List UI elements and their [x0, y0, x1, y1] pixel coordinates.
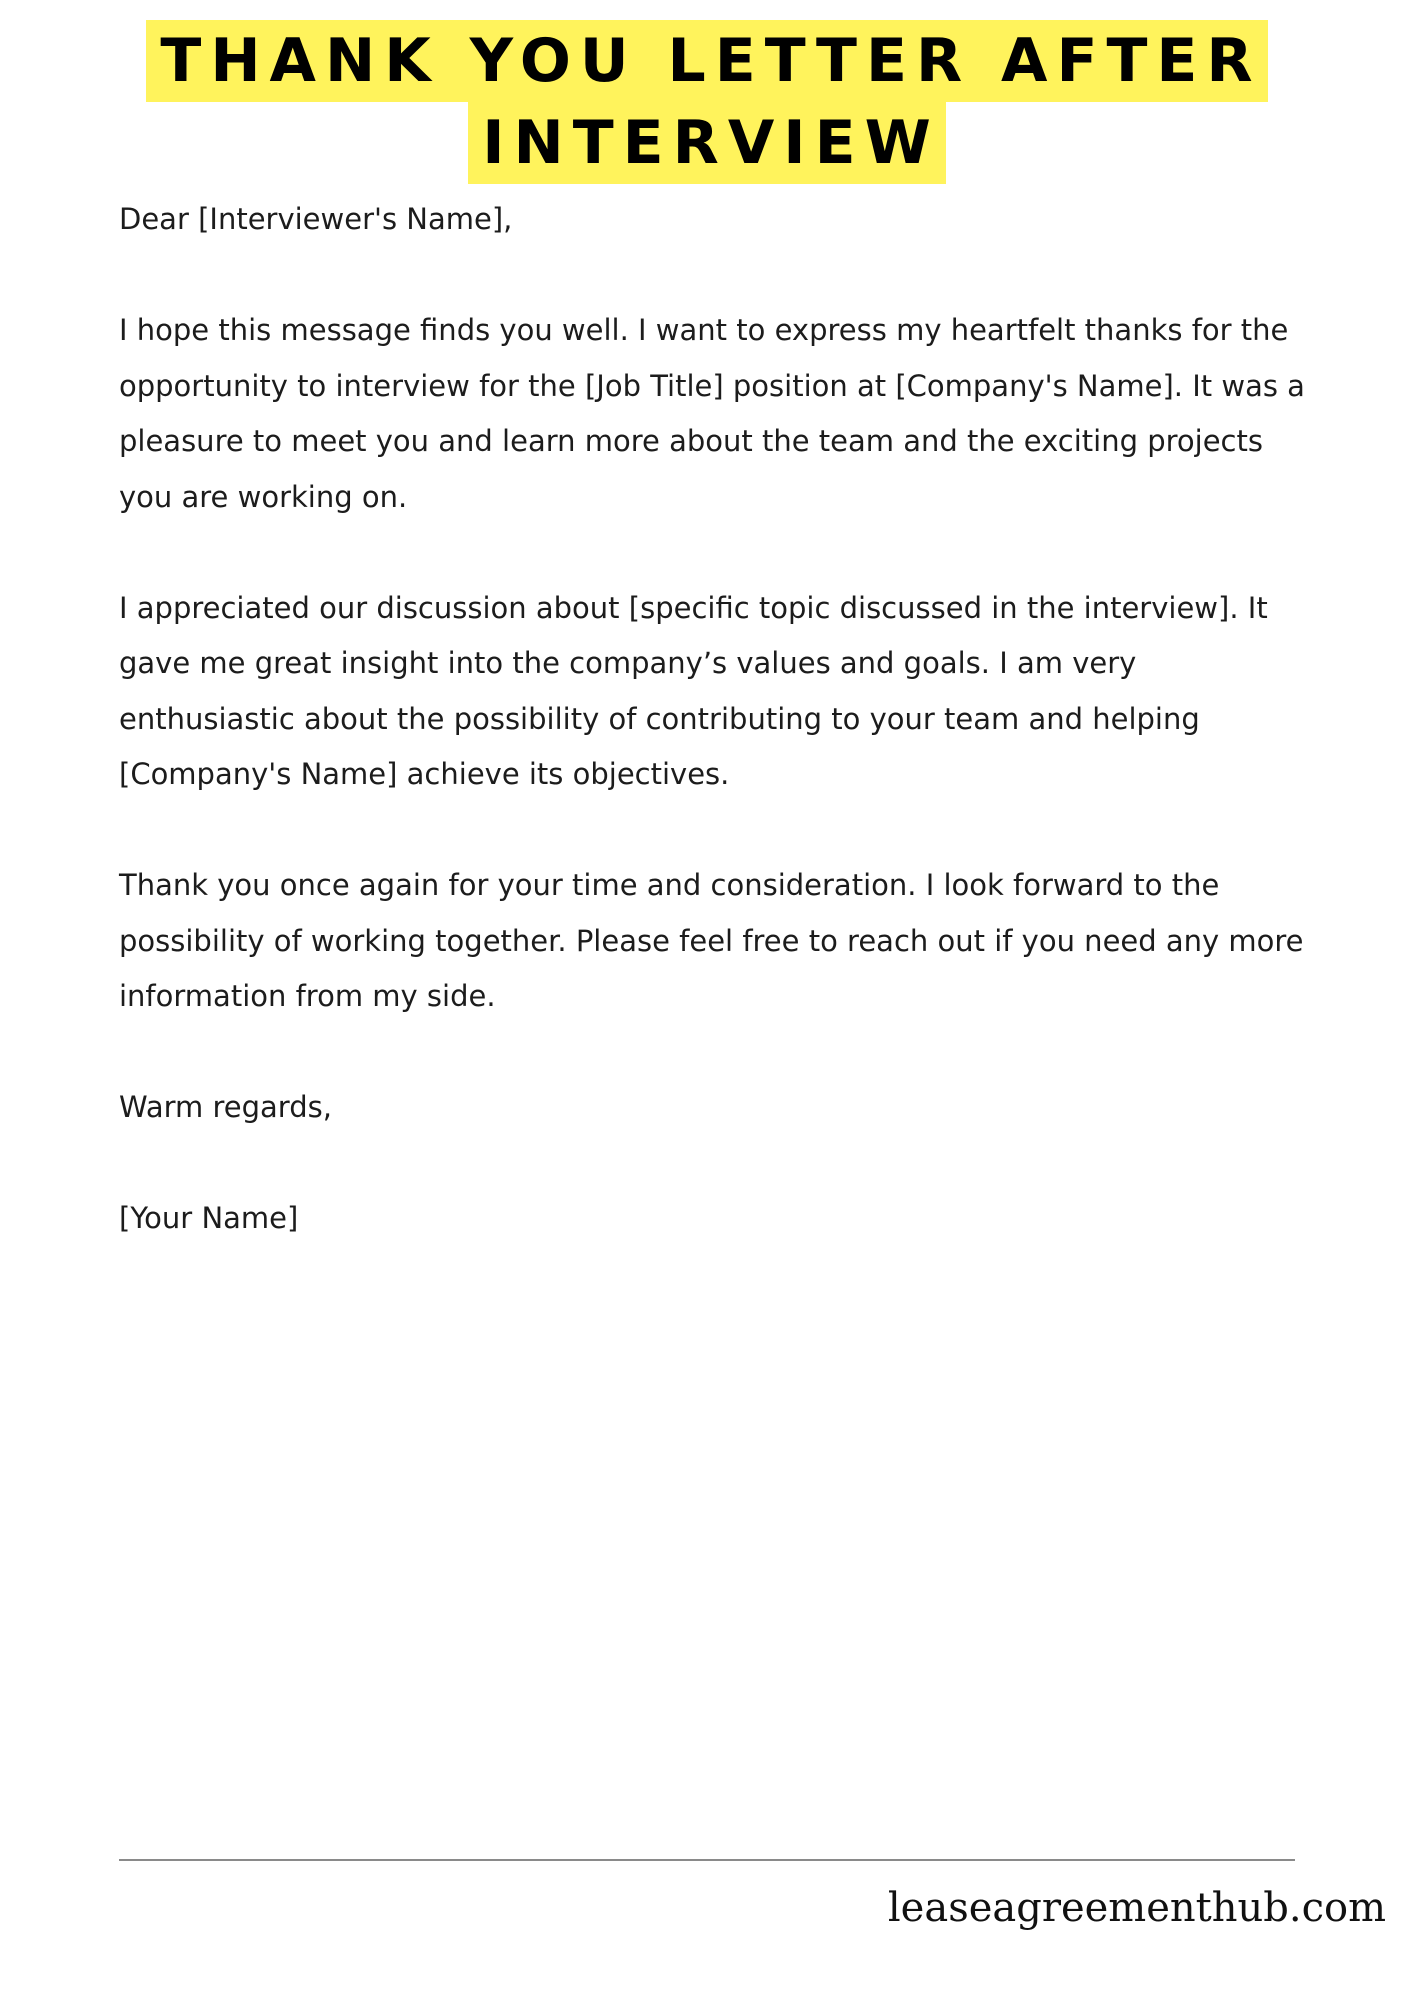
signature: [Your Name]	[119, 1201, 299, 1235]
title-line-2: INTERVIEW	[468, 102, 946, 184]
footer-divider	[119, 1859, 1295, 1861]
letter-body	[119, 192, 1315, 1302]
salutation: Dear [Interviewer's Name],	[119, 202, 513, 236]
page-title	[0, 20, 1414, 184]
paragraph-1: I hope this message finds you well. I want to express my heartfelt thanks for the opportunity to interview for the [Job Title] position at [Company's Name]. It was a pleasure to meet you and learn more about the team and the exciting projects you are working on.	[119, 313, 1315, 514]
website-url: leaseagreementhub.com	[887, 1885, 1386, 1931]
paragraph-3: Thank you once again for your time and consideration. I look forward to the possibility of working together. Please feel free to reach out if you need any more information from my side.	[119, 868, 1313, 1013]
title-line-1: THANK YOU LETTER AFTER	[146, 20, 1267, 102]
paragraph-2: I appreciated our discussion about [specific topic discussed in the interview]. It gave me great insight into the company’s values and goals. I am very enthusiastic about the possibility of contributing to your team and helping [Company's Name] achieve its objectives.	[119, 590, 1277, 791]
closing: Warm regards,	[119, 1090, 332, 1124]
